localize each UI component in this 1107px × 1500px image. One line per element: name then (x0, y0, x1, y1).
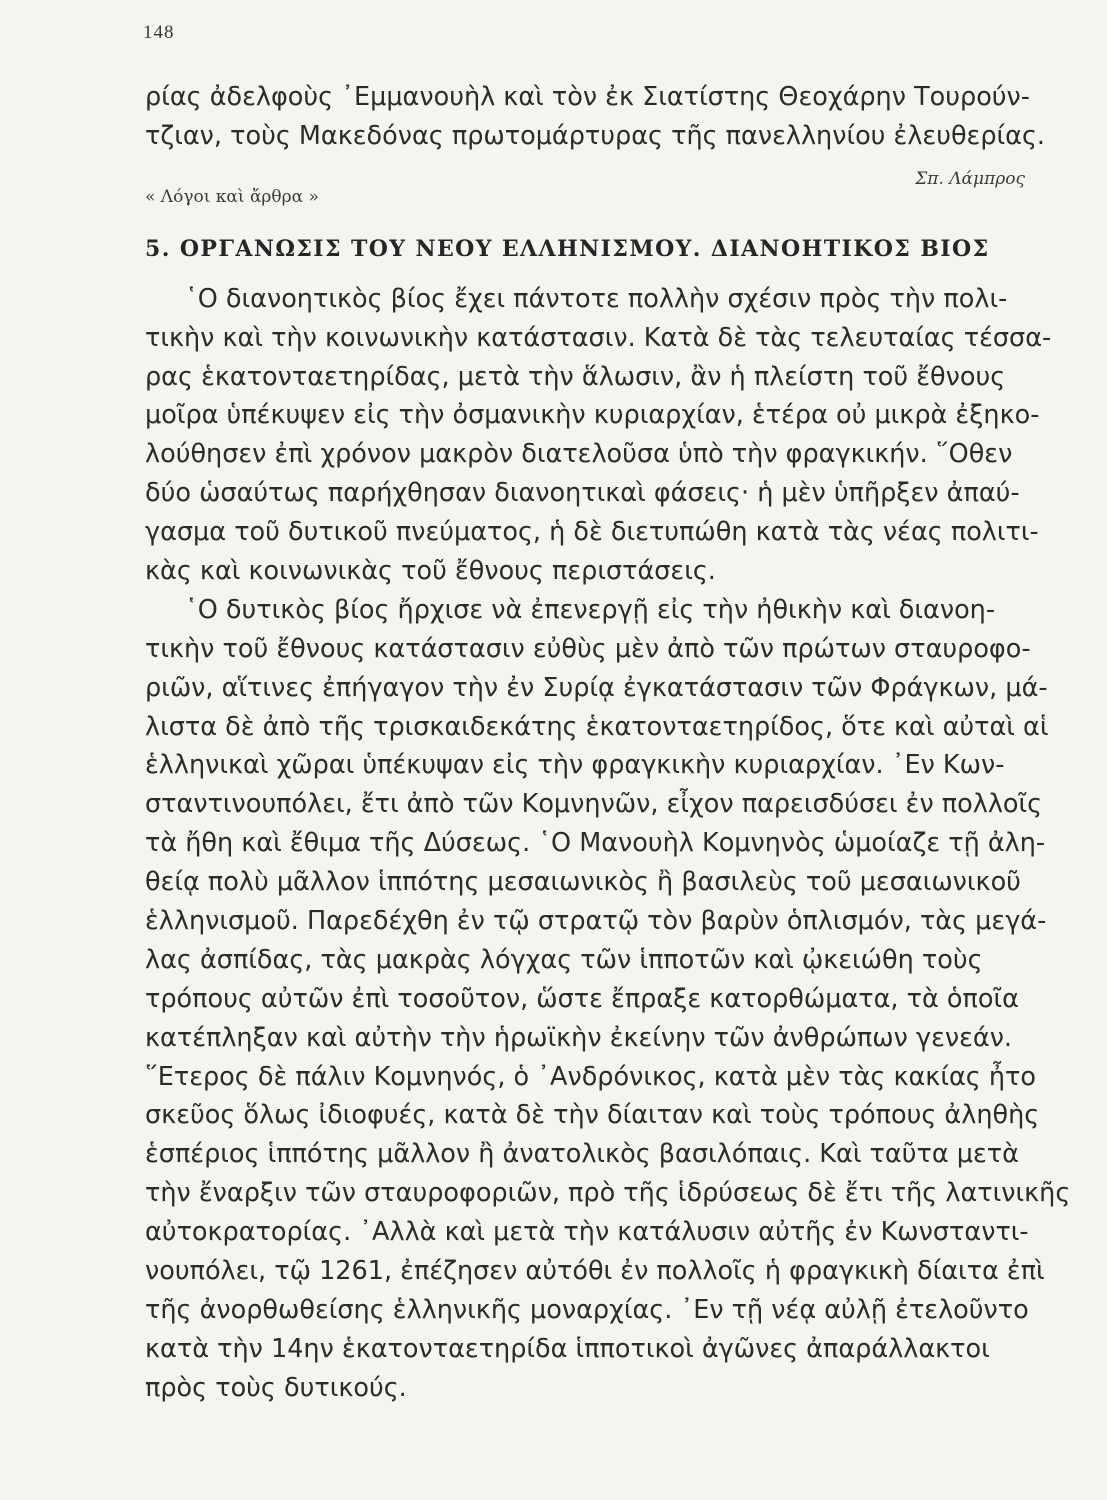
text-line: λας ἀσπίδας, τὰς μακρὰς λόγχας τῶν ἱπποτῶν καὶ ᾠκειώθη τοὺς (145, 944, 983, 975)
text-line: τῆς ἀνορθωθείσης ἑλληνικῆς μοναρχίας. ᾿Εν τῇ νέᾳ αὐλῇ ἐτελοῦντο (145, 1294, 1029, 1325)
page-body (145, 78, 1071, 1408)
text-line: τικὴν τοῦ ἔθνους κατάστασιν εὐθὺς μὲν ἀπὸ τῶν πρώτων σταυροφο- (145, 633, 1031, 664)
text-line: θείᾳ πολὺ μᾶλλον ἱππότης μεσαιωνικὸς ἢ βασιλεὺς τοῦ μεσαιωνικοῦ (145, 867, 1021, 898)
attribution-author: Σπ. Λάμπρος (915, 168, 1025, 189)
attribution (145, 156, 1025, 218)
text-line: σκεῦος ὅλως ἰδιοφυές, κατὰ δὲ τὴν δίαιταν καὶ τοὺς τρόπους ἀληθὴς (145, 1100, 1040, 1131)
text-line: πρὸς τοὺς δυτικούς. (145, 1372, 407, 1403)
text-line: αὐτοκρατορίας. ᾿Αλλὰ καὶ μετὰ τὴν κατάλυσιν αὐτῆς ἐν Κωνσταντι- (145, 1217, 1029, 1248)
text-line: κατὰ τὴν 14ην ἑκατονταετηρίδα ἱπποτικοὶ ἀγῶνες ἀπαράλλακτοι (145, 1333, 990, 1364)
text-line: νουπόλει, τῷ 1261, ἐπέζησεν αὐτόθι ἐν πολλοῖς ἡ φραγκικὴ δίαιτα ἐπὶ (145, 1256, 1045, 1287)
text-line: ρίας ἀδελφοὺς ᾿Εμμανουὴλ καὶ τὸν ἐκ Σιατίστης Θεοχάρην Τουρούν- (145, 82, 1030, 112)
text-line: ἑσπέριος ἱππότης μᾶλλον ἢ ἀνατολικὸς βασιλόπαις. Καὶ ταῦτα μετὰ (145, 1139, 1019, 1170)
text-line: λιστα δὲ ἀπὸ τῆς τρισκαιδεκάτης ἑκατονταετηρίδος, ὅτε καὶ αὐταὶ αἱ (145, 711, 1049, 742)
text-line: λούθησεν ἐπὶ χρόνον μακρὸν διατελοῦσα ὑπὸ τὴν φραγκικήν. ῞Οθεν (145, 439, 1013, 470)
quote-tail (145, 78, 1046, 156)
text-line: ῾Ο δυτικὸς βίος ἤρχισε νὰ ἐπενεργῇ εἰς τὴν ἠθικὴν καὶ διανοη- (185, 594, 996, 625)
text-line: τζιαν, τοὺς Μακεδόνας πρωτομάρτυρας τῆς πανελληνίου ἐλευθερίας. (145, 120, 1046, 151)
text-line: τρόπους αὐτῶν ἐπὶ τοσοῦτον, ὥστε ἔπραξε κατορθώματα, τὰ ὁποῖα (145, 983, 1019, 1014)
paragraph-1 (145, 280, 1052, 591)
paragraph-2 (145, 591, 1071, 1408)
text-line: γασμα τοῦ δυτικοῦ πνεύματος, ἡ δὲ διετυπώθη κατὰ τὰς νέας πολιτι- (145, 517, 1039, 548)
text-line: ἑλληνικαὶ χῶραι ὑπέκυψαν εἰς τὴν φραγκικὴν κυριαρχίαν. ᾿Εν Κων- (145, 750, 1005, 781)
text-line: κατέπληξαν καὶ αὐτὴν τὴν ἡρωϊκὴν ἐκείνην τῶν ἀνθρώπων γενεάν. (145, 1022, 1013, 1053)
text-line: ἑλληνισμοῦ. Παρεδέχθη ἐν τῷ στρατῷ τὸν βαρὺν ὁπλισμόν, τὰς μεγά- (145, 906, 1047, 937)
text-line: δύο ὡσαύτως παρήχθησαν διανοητικαὶ φάσεις· ἡ μὲν ὑπῆρξεν ἀπαύ- (145, 478, 1020, 509)
attribution-source: « Λόγοι καὶ ἄρθρα » (145, 186, 319, 207)
text-line: κὰς καὶ κοινωνικὰς τοῦ ἔθνους περιστάσεις. (145, 556, 716, 587)
text-line: μοῖρα ὑπέκυψεν εἰς τὴν ὀσμανικὴν κυριαρχίαν, ἑτέρα οὐ μικρὰ ἐξηκο- (145, 400, 1040, 431)
section-heading: 5. ΟΡΓΑΝΩΣΙΣ ΤΟΥ ΝΕΟΥ ΕΛΛΗΝΙΣΜΟΥ. ΔΙΑΝΟΗΤΙΚΟΣ ΒΙΟΣ (145, 235, 990, 262)
page-number: 148 (143, 22, 175, 43)
text-line: ῞Ετερος δὲ πάλιν Κομνηνός, ὁ ᾿Ανδρόνικος, κατὰ μὲν τὰς κακίας ἦτο (145, 1061, 1036, 1092)
text-line: ῾Ο διανοητικὸς βίος ἔχει πάντοτε πολλὴν σχέσιν πρὸς τὴν πολι- (185, 283, 1008, 314)
text-line: ριῶν, αἵτινες ἐπήγαγον τὴν ἐν Συρίᾳ ἐγκατάστασιν τῶν Φράγκων, μά- (145, 672, 1048, 703)
text-line: τὴν ἔναρξιν τῶν σταυροφοριῶν, πρὸ τῆς ἱδρύσεως δὲ ἔτι τῆς λατινικῆς (145, 1178, 1071, 1209)
text-line: τὰ ἤθη καὶ ἔθιμα τῆς Δύσεως. ῾Ο Μανουὴλ Κομνηνὸς ὡμοίαζε τῇ ἀλη- (145, 828, 1046, 859)
text-line: σταντινουπόλει, ἔτι ἀπὸ τῶν Κομνηνῶν, εἶχον παρεισδύσει ἐν πολλοῖς (145, 789, 1043, 820)
text-line: τικὴν καὶ τὴν κοινωνικὴν κατάστασιν. Κατὰ δὲ τὰς τελευταίας τέσσα- (145, 322, 1052, 353)
text-line: ρας ἑκατονταετηρίδας, μετὰ τὴν ἅλωσιν, ἂν ἡ πλείστη τοῦ ἔθνους (145, 361, 1006, 392)
